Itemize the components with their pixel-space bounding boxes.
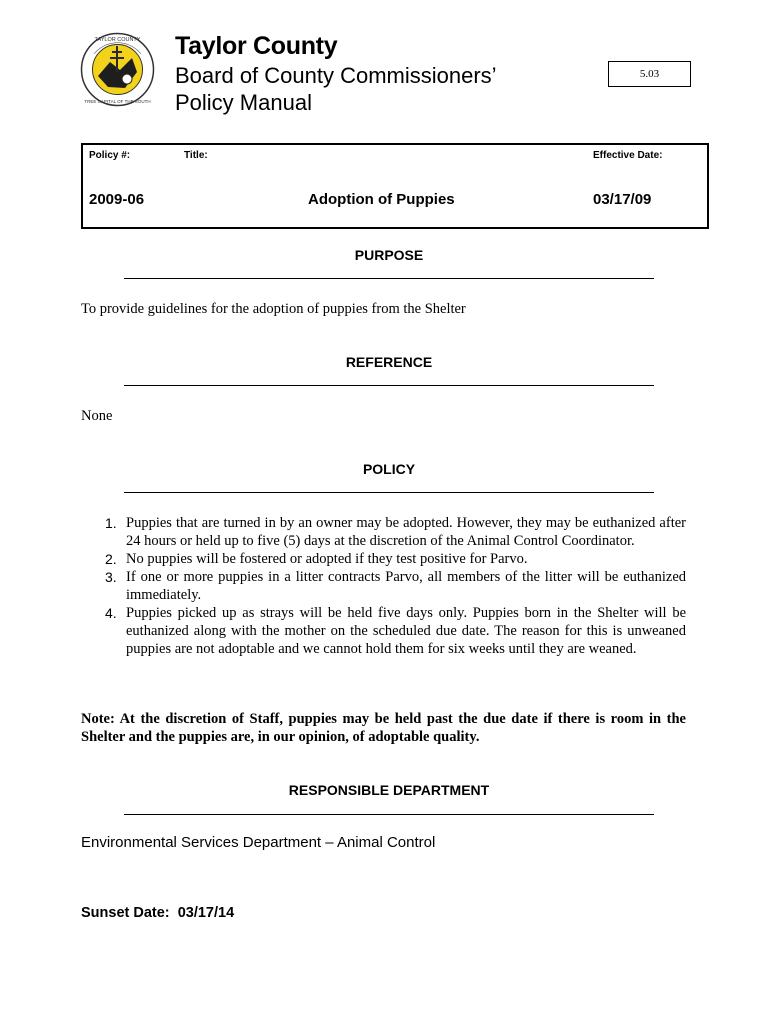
- policy-item: [81, 514, 686, 550]
- policy-title-value: Adoption of Puppies: [308, 191, 455, 208]
- policy-item-number: 4.: [105, 605, 117, 621]
- sunset-date: [81, 905, 234, 921]
- manual-title: Policy Manual: [175, 90, 312, 115]
- purpose-heading: PURPOSE: [354, 247, 424, 263]
- responsible-divider: [124, 814, 654, 815]
- sunset-date-value: 03/17/14: [177, 905, 235, 921]
- responsible-department-text: Environmental Services Department – Animal Control: [81, 834, 436, 851]
- policy-item: [81, 568, 686, 604]
- policy-info-box: [81, 143, 709, 229]
- effective-date-value: 03/17/09: [593, 191, 652, 208]
- reference-divider: [124, 385, 654, 386]
- policy-number-value: 2009-06: [89, 191, 145, 208]
- title-label: Title:: [184, 150, 208, 161]
- sunset-date-label: Sunset Date:: [81, 905, 170, 921]
- policy-item-text: If one or more puppies in a litter contracts Parvo, all members of the litter will be euthanized immediately.: [126, 569, 686, 603]
- policy-item-text: Puppies that are turned in by an owner may be adopted. However, they may be euthanized after 24 hours or held up to five (5) days at the discretion of the Animal Control Coordinator.: [126, 515, 686, 549]
- policy-item-number: 1.: [105, 515, 117, 531]
- policy-number-label: Policy #:: [89, 150, 131, 161]
- county-seal-logo: [80, 32, 155, 107]
- policy-note: Note: At the discretion of Staff, puppies may be held past the due date if there is room in the Shelter and the puppies are, in our opinion, of adoptable quality.: [81, 711, 686, 745]
- svg-text:TREE CAPITAL OF THE SOUTH: TREE CAPITAL OF THE SOUTH: [84, 99, 151, 104]
- section-number-box: 5.03: [608, 61, 691, 87]
- policy-item-text: No puppies will be fostered or adopted if they test positive for Parvo.: [126, 551, 528, 567]
- policy-divider: [124, 492, 654, 493]
- policy-item-number: 3.: [105, 569, 117, 585]
- policy-item: [81, 604, 686, 658]
- policy-item-text: Puppies picked up as strays will be held five days only. Puppies born in the Shelter will be euthanized along with the mother on the scheduled due date. The reason for this is unweaned puppies are not adoptable and we cannot hold them for six weeks until they are weaned.: [126, 605, 686, 657]
- responsible-department-heading: RESPONSIBLE DEPARTMENT: [288, 782, 490, 798]
- board-name: Board of County Commissioners’: [175, 63, 497, 88]
- effective-date-label: Effective Date:: [593, 150, 663, 161]
- policy-item-number: 2.: [105, 551, 117, 567]
- reference-text: None: [81, 408, 113, 424]
- purpose-divider: [124, 278, 654, 279]
- purpose-text: To provide guidelines for the adoption of puppies from the Shelter: [81, 301, 466, 317]
- county-name: Taylor County: [175, 32, 338, 60]
- policy-item: [81, 550, 686, 568]
- policy-list: [81, 514, 686, 658]
- reference-heading: REFERENCE: [345, 354, 433, 370]
- svg-text:TAYLOR COUNTY: TAYLOR COUNTY: [94, 37, 141, 43]
- policy-heading: POLICY: [362, 461, 416, 477]
